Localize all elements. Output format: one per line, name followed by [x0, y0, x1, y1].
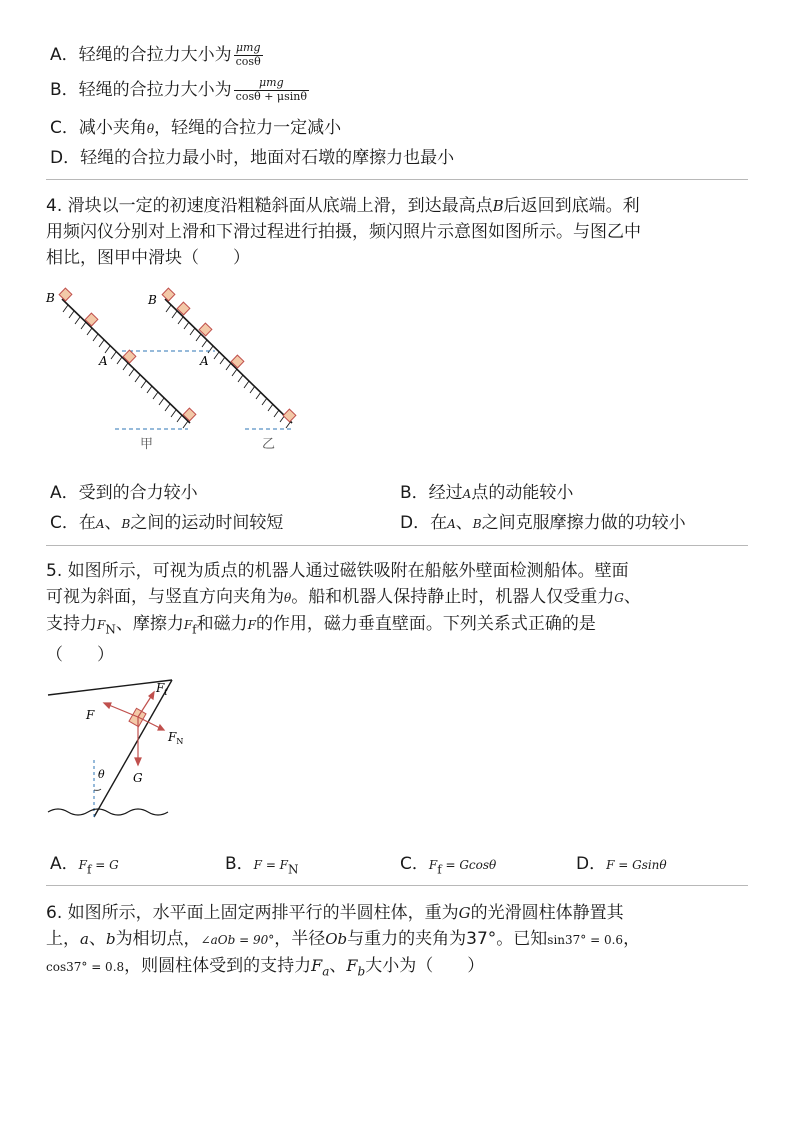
q6-stem-line1: 6. 如图所示，水平面上固定两排平行的半圆柱体，重为G的光滑圆柱体静置其	[46, 903, 624, 923]
q3-option-b[interactable]: B．轻绳的合拉力大小为 $\frac{\text{μmg}}{\cos\theta + \mu\sin\theta}$	[50, 75, 307, 103]
incline-yi-hatch	[166, 305, 291, 428]
separator	[46, 545, 748, 546]
q6-stem	[46, 900, 756, 984]
label-F: F	[86, 708, 95, 722]
q5-option-b[interactable]: B．$F = F_N$	[225, 854, 299, 877]
q3-option-d[interactable]: D．轻绳的合拉力最小时，地面对石墩的摩擦力也最小	[50, 148, 455, 168]
q4-option-c[interactable]: C．在A、B之间的运动时间较短	[50, 513, 284, 533]
slider-block	[283, 409, 296, 422]
slider-block	[59, 288, 72, 301]
caption-jia: 甲	[140, 437, 154, 452]
q4-stem	[46, 193, 756, 271]
label-A-yi: A	[200, 354, 209, 368]
q4-option-a[interactable]: A．受到的合力较小	[50, 483, 198, 503]
label-Ff: $F_f$	[156, 681, 168, 697]
label-FN: $F_N$	[168, 730, 184, 746]
q5-force-diagram	[44, 672, 204, 827]
water-surface	[48, 809, 168, 815]
incline-jia-hatch	[63, 305, 188, 428]
q3-option-a[interactable]: A．轻绳的合拉力大小为 $\frac{\text{μmg}}{\cos\theta}$	[50, 40, 261, 68]
label-A-jia: A	[99, 354, 108, 368]
q5-option-c[interactable]: C．$F_f = Gcos\theta$	[400, 854, 497, 877]
theta-arc	[94, 789, 101, 790]
label-B-yi: B	[148, 293, 157, 307]
q5-stem-line4: （ ）	[46, 645, 114, 666]
slider-block	[162, 288, 175, 301]
q4-option-b[interactable]: B．经过A点的动能较小	[400, 483, 574, 503]
q4-option-d[interactable]: D．在A、B之间克服摩擦力做的功较小	[400, 513, 686, 533]
incline-jia	[62, 299, 190, 423]
q3-option-c[interactable]: C．减小夹角θ，轻绳的合拉力一定减小	[50, 118, 342, 138]
q5-stem-line2: 可视为斜面，与竖直方向夹角为θ。船和机器人保持静止时，机器人仅受重力G、	[46, 587, 641, 607]
q6-stem-line2: 上，a、b为相切点，∠aOb = 90°，半径Ob与重力的夹角为37°。已知sin37° = 0.6，	[46, 929, 641, 949]
q4-stem-line1: 4. 滑块以一定的初速度沿粗糙斜面从底端上滑，到达最高点B后返回到底端。利	[46, 196, 640, 216]
label-G: G	[133, 771, 143, 785]
q4-stem-line2: 用频闪仪分别对上滑和下滑过程进行拍摄，频闪照片示意图如图所示。与图乙中	[46, 222, 641, 242]
q4-incline-figure	[40, 285, 310, 455]
q4-blocks-yi	[162, 288, 296, 422]
q4-stem-line3: 相比，图甲中滑块（ ）	[46, 248, 250, 268]
magnetic-force-arrowhead	[104, 703, 111, 708]
label-B-jia: B	[46, 291, 55, 305]
caption-yi: 乙	[262, 437, 276, 452]
q5-option-d[interactable]: D．F = Gsinθ	[576, 854, 667, 874]
q5-stem-line1: 5. 如图所示，可视为质点的机器人通过磁铁吸附在船舷外壁面检测船体。壁面	[46, 561, 629, 581]
q5-stem-line3: 支持力$F_N$、摩擦力$F_f$和磁力F的作用，磁力垂直壁面。下列关系式正确的是	[46, 614, 596, 637]
q3-option-b-fraction: $\frac{\text{μmg}}{\cos\theta + \mu\sin\theta}$	[235, 75, 307, 103]
ship-wall-line	[94, 680, 172, 817]
q5-option-a[interactable]: A．$F_f = G$	[50, 854, 119, 877]
q6-stem-line3: cos37° = 0.8，则圆柱体受到的支持力$F_a$、$F_b$大小为（ ）	[46, 956, 485, 979]
q3-option-a-fraction: $\frac{\text{μmg}}{\cos\theta}$	[235, 40, 261, 68]
separator	[46, 885, 748, 886]
label-theta: θ	[98, 768, 105, 781]
separator	[46, 179, 748, 180]
q5-stem	[46, 558, 756, 668]
gravity-arrowhead	[135, 758, 141, 765]
normal-force-arrowhead	[158, 725, 164, 730]
